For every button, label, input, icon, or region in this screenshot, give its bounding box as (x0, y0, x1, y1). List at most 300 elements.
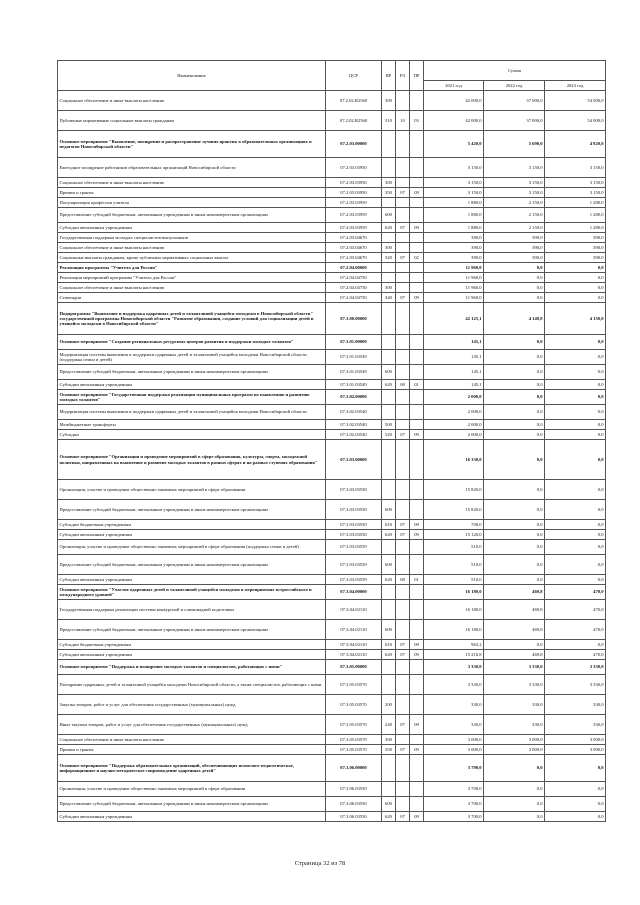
table-row (58, 293, 606, 303)
cell-sum-2022: 0,0 (484, 755, 545, 782)
cell-sum-2022: 0,0 (484, 335, 545, 350)
cell-sum-2023: 470,0 (545, 620, 606, 640)
cell-sum-2021: 11 960,0 (424, 273, 484, 283)
cell-pr (410, 283, 424, 293)
cell-sum-2023: 0,0 (545, 390, 606, 405)
cell-name: Иные закупки товаров, работ и услуг для обеспечения государственных (муниципальных) нужд (58, 715, 326, 735)
cell-pr: 09 (410, 530, 424, 540)
cell-sum-2022: 0,0 (484, 555, 545, 575)
cell-sum-2023: 0,0 (545, 520, 606, 530)
table-row (58, 755, 606, 782)
header-year-2023: 2023 год (545, 81, 606, 91)
cell-rz (396, 350, 410, 365)
cell-sum-2023: 0,0 (545, 797, 606, 812)
cell-sum-2021: 3 150,0 (424, 188, 484, 198)
cell-vr: 350 (382, 745, 396, 755)
cell-sum-2022: 0,0 (484, 420, 545, 430)
cell-pr (410, 695, 424, 715)
cell-rz (396, 755, 410, 782)
cell-sum-2023: 390,0 (545, 253, 606, 263)
cell-sum-2022: 0,0 (484, 480, 545, 500)
cell-sum-2023: 470,0 (545, 650, 606, 660)
cell-sum-2021: 15 120,0 (424, 530, 484, 540)
cell-csr: 07.3.02.03540 (326, 420, 382, 430)
cell-name: Организация, участие и проведение общественно значимых мероприятий в сфере образования (58, 480, 326, 500)
cell-rz: 07 (396, 430, 410, 440)
cell-sum-2023: 3 330,0 (545, 675, 606, 695)
cell-sum-2023: 0,0 (545, 500, 606, 520)
table-row (58, 233, 606, 243)
cell-sum-2021: 5 420,0 (424, 131, 484, 158)
cell-name: Стипендии (58, 293, 326, 303)
cell-name: Предоставление субсидий бюджетным, автономным учреждениям и иным некоммерческим организациям (58, 555, 326, 575)
table-row (58, 520, 606, 530)
table-row (58, 745, 606, 755)
cell-sum-2021: 11 960,0 (424, 283, 484, 293)
cell-name: Организация, участие и проведение общественно значимых мероприятий в сфере образования (58, 782, 326, 797)
cell-sum-2023: 0,0 (545, 575, 606, 585)
table-row (58, 273, 606, 283)
cell-sum-2022: 469,8 (484, 600, 545, 620)
table-row (58, 480, 606, 500)
cell-sum-2021: 390,0 (424, 253, 484, 263)
cell-sum-2021: 3 700,0 (424, 782, 484, 797)
table-row (58, 158, 606, 178)
cell-csr: 07.2.03.03959 (326, 198, 382, 208)
header-csr: ЦСР (326, 61, 382, 91)
cell-csr: 07.2.03.03950 (326, 158, 382, 178)
cell-rz (396, 555, 410, 575)
cell-vr: 600 (382, 797, 396, 812)
cell-rz (396, 500, 410, 520)
cell-name: Предоставление субсидий бюджетным, автономным учреждениям и иным некоммерческим организациям (58, 500, 326, 520)
cell-pr (410, 390, 424, 405)
cell-rz: 08 (396, 575, 410, 585)
table-row (58, 263, 606, 273)
table-row (58, 380, 606, 390)
table-row (58, 365, 606, 380)
header-vr: ВР (382, 61, 396, 91)
cell-rz (396, 273, 410, 283)
cell-sum-2023: 0,0 (545, 755, 606, 782)
table-row (58, 675, 606, 695)
cell-sum-2023: 330,0 (545, 715, 606, 735)
cell-name: Субсидии автономным учреждениям (58, 575, 326, 585)
cell-pr: 03 (410, 111, 424, 131)
cell-pr (410, 158, 424, 178)
cell-sum-2023: 3 150,0 (545, 188, 606, 198)
cell-vr: 600 (382, 500, 396, 520)
cell-rz (396, 440, 410, 480)
cell-name: Субсидии автономным учреждениям (58, 380, 326, 390)
cell-name: Модернизация системы выявления и поддержки одаренных детей и талантливой учащейся молодежи Новосибирской области (поддержка семьи и детей) (58, 350, 326, 365)
table-row (58, 253, 606, 263)
cell-name: Реализация программы "Учитель для России" (58, 263, 326, 273)
cell-sum-2023: 0,0 (545, 782, 606, 797)
cell-vr: 600 (382, 365, 396, 380)
cell-csr: 07.2.04.04750 (326, 283, 382, 293)
cell-vr: 340 (382, 293, 396, 303)
table-row (58, 335, 606, 350)
cell-pr: 09 (410, 188, 424, 198)
cell-sum-2023: 0,0 (545, 263, 606, 273)
cell-rz (396, 91, 410, 111)
cell-name: Субсидии автономным учреждениям (58, 650, 326, 660)
cell-vr: 620 (382, 812, 396, 822)
cell-sum-2022: 0,0 (484, 640, 545, 650)
cell-sum-2023: 0,0 (545, 420, 606, 430)
cell-csr: 07.2.03.03950 (326, 188, 382, 198)
cell-pr (410, 263, 424, 273)
cell-name: Ежегодное поощрение работников образовательных организаций Новосибирской области (58, 158, 326, 178)
cell-sum-2021: 2 000,0 (424, 420, 484, 430)
cell-name: Популяризация профессии учителя (58, 198, 326, 208)
cell-csr: 07.2.03.04670 (326, 243, 382, 253)
cell-name: Субсидии автономным учреждениям (58, 812, 326, 822)
cell-csr: 07.3.04.00000 (326, 585, 382, 600)
cell-csr: 07.3.05.03570 (326, 695, 382, 715)
cell-pr (410, 755, 424, 782)
cell-pr: 09 (410, 520, 424, 530)
cell-sum-2023: 0,0 (545, 430, 606, 440)
cell-sum-2021: 330,0 (424, 715, 484, 735)
cell-csr: 07.3.02.03540 (326, 430, 382, 440)
cell-vr: 300 (382, 283, 396, 293)
cell-csr: 07.3.04.02110 (326, 650, 382, 660)
cell-pr (410, 540, 424, 555)
cell-pr (410, 735, 424, 745)
cell-sum-2022: 390,0 (484, 253, 545, 263)
cell-sum-2023: 0,0 (545, 335, 606, 350)
cell-vr: 240 (382, 715, 396, 735)
cell-pr (410, 233, 424, 243)
cell-rz (396, 405, 410, 420)
cell-pr (410, 797, 424, 812)
table-row (58, 440, 606, 480)
cell-name: Межбюджетные трансферты (58, 420, 326, 430)
cell-vr: 300 (382, 735, 396, 745)
cell-rz (396, 303, 410, 335)
cell-rz (396, 390, 410, 405)
cell-csr: 07.3.05.03570 (326, 735, 382, 745)
cell-pr: 09 (410, 812, 424, 822)
cell-name: Публичные нормативные социальные выплаты гражданам (58, 111, 326, 131)
cell-sum-2022: 0,0 (484, 263, 545, 273)
header-sum: Сумма (424, 61, 606, 81)
cell-sum-2021: 3 700,0 (424, 812, 484, 822)
cell-sum-2022: 0,0 (484, 380, 545, 390)
cell-rz (396, 782, 410, 797)
cell-name: Социальное обеспечение и иные выплаты населению (58, 283, 326, 293)
cell-csr: 07.3.01.03549 (326, 380, 382, 390)
cell-pr (410, 555, 424, 575)
cell-csr: 07.2.03.03959 (326, 223, 382, 233)
cell-sum-2022: 4 149,8 (484, 303, 545, 335)
cell-name: Основное мероприятие "Участие одаренных детей и талантливой учащейся молодежи в мероприятиях всероссийского и международного уровней" (58, 585, 326, 600)
table-row (58, 430, 606, 440)
cell-sum-2023: 0,0 (545, 365, 606, 380)
cell-csr: 07.3.04.02110 (326, 600, 382, 620)
table-row (58, 500, 606, 520)
cell-pr (410, 782, 424, 797)
cell-sum-2022: 37 000,0 (484, 111, 545, 131)
cell-sum-2022: 0,0 (484, 390, 545, 405)
cell-sum-2022: 3 330,0 (484, 660, 545, 675)
cell-vr (382, 350, 396, 365)
cell-name: Основное мероприятие "Создание региональных ресурсных центров развития и поддержки молодых талантов" (58, 335, 326, 350)
cell-sum-2021: 1 880,0 (424, 208, 484, 223)
cell-sum-2022: 37 000,0 (484, 91, 545, 111)
cell-rz: 07 (396, 640, 410, 650)
cell-sum-2023: 1 280,0 (545, 223, 606, 233)
cell-csr: 07.3.01.03549 (326, 350, 382, 365)
cell-rz (396, 335, 410, 350)
cell-sum-2022: 390,0 (484, 243, 545, 253)
cell-pr (410, 273, 424, 283)
cell-sum-2021: 11 960,0 (424, 293, 484, 303)
cell-vr (382, 131, 396, 158)
cell-sum-2022: 0,0 (484, 405, 545, 420)
cell-rz: 08 (396, 380, 410, 390)
table-row (58, 640, 606, 650)
cell-sum-2023: 3 330,0 (545, 660, 606, 675)
table-row (58, 530, 606, 540)
cell-rz (396, 540, 410, 555)
cell-pr (410, 91, 424, 111)
cell-csr: 07.3.04.02110 (326, 640, 382, 650)
cell-sum-2022: 469,8 (484, 650, 545, 660)
cell-pr: 09 (410, 745, 424, 755)
cell-sum-2022: 0,0 (484, 365, 545, 380)
cell-name: Социальное обеспечение и иные выплаты населению (58, 91, 326, 111)
table-row (58, 797, 606, 812)
cell-name: Премии и гранты (58, 745, 326, 755)
table-row (58, 540, 606, 555)
table-row (58, 131, 606, 158)
cell-sum-2021: 145,1 (424, 380, 484, 390)
cell-sum-2023: 3 000,0 (545, 735, 606, 745)
cell-vr (382, 675, 396, 695)
cell-sum-2022: 2 150,0 (484, 223, 545, 233)
cell-sum-2021: 2 000,0 (424, 405, 484, 420)
cell-csr: 07.2.03.04670 (326, 233, 382, 243)
header-name: Наименование (58, 61, 326, 91)
cell-sum-2023: 0,0 (545, 530, 606, 540)
cell-pr (410, 178, 424, 188)
cell-pr (410, 500, 424, 520)
cell-vr: 320 (382, 253, 396, 263)
cell-rz: 07 (396, 812, 410, 822)
cell-csr: 07.3.02.03540 (326, 405, 382, 420)
cell-rz (396, 660, 410, 675)
cell-name: Субсидии (58, 430, 326, 440)
cell-vr: 610 (382, 640, 396, 650)
cell-vr: 620 (382, 650, 396, 660)
cell-csr: 07.3.06.03550 (326, 797, 382, 812)
cell-rz: 07 (396, 293, 410, 303)
cell-pr: 09 (410, 640, 424, 650)
cell-sum-2021: 3 330,0 (424, 675, 484, 695)
cell-sum-2021: 16 330,0 (424, 440, 484, 480)
cell-name: Субсидии автономным учреждениям (58, 223, 326, 233)
cell-vr (382, 585, 396, 600)
cell-pr: 09 (410, 430, 424, 440)
cell-sum-2021: 330,0 (424, 695, 484, 715)
cell-rz: 07 (396, 530, 410, 540)
cell-sum-2022: 2 150,0 (484, 208, 545, 223)
cell-rz (396, 131, 410, 158)
table-row (58, 188, 606, 198)
cell-sum-2023: 3 150,0 (545, 178, 606, 188)
cell-sum-2022: 0,0 (484, 782, 545, 797)
cell-pr: 09 (410, 650, 424, 660)
table-row (58, 600, 606, 620)
cell-sum-2023: 0,0 (545, 273, 606, 283)
table-row (58, 208, 606, 223)
cell-csr: 07.3.01.00000 (326, 335, 382, 350)
cell-name: Предоставление субсидий бюджетным, автономным учреждениям и иным некоммерческим организациям (58, 797, 326, 812)
cell-pr (410, 208, 424, 223)
cell-vr (382, 540, 396, 555)
cell-sum-2021: 1 880,0 (424, 223, 484, 233)
cell-csr: 07.3.00.00000 (326, 303, 382, 335)
cell-name: Реализация мероприятий программы "Учитель для России" (58, 273, 326, 283)
cell-vr (382, 335, 396, 350)
cell-sum-2021: 42 000,0 (424, 111, 484, 131)
cell-name: Государственная поддержка реализации системы конкурсной и олимпиадной подготовки (58, 600, 326, 620)
cell-csr: 07.3.06.03550 (326, 812, 382, 822)
cell-csr: 07.3.06.03550 (326, 782, 382, 797)
table-row (58, 91, 606, 111)
cell-sum-2021: 3 790,0 (424, 755, 484, 782)
table-row (58, 650, 606, 660)
cell-pr (410, 600, 424, 620)
cell-name: Основное мероприятие "Организация и проведение мероприятий в сфере образования, культуры, спорта, молодежной политики, направленных на выявление и развитие молодых талантов в разных сферах и на разных ступенях образования" (58, 440, 326, 480)
table-row (58, 390, 606, 405)
cell-vr (382, 440, 396, 480)
cell-name: Поощрение одаренных детей и талантливой учащейся молодежи Новосибирской области, а также специалистов, работающих с ними (58, 675, 326, 695)
cell-csr: 07.3.03.03550 (326, 520, 382, 530)
cell-sum-2023: 0,0 (545, 440, 606, 480)
header-pr: ПР (410, 61, 424, 91)
cell-sum-2021: 510,0 (424, 540, 484, 555)
cell-sum-2022: 330,0 (484, 695, 545, 715)
cell-csr: 07.3.04.02110 (326, 620, 382, 640)
cell-pr (410, 335, 424, 350)
cell-csr: 07.3.01.03549 (326, 365, 382, 380)
cell-sum-2022: 0,0 (484, 440, 545, 480)
cell-name: Государственная поддержка молодых специалистов-выпускников (58, 233, 326, 243)
cell-name: Предоставление субсидий бюджетным, автономным учреждениям и иным некоммерческим организациям (58, 208, 326, 223)
cell-sum-2023: 0,0 (545, 350, 606, 365)
cell-vr: 600 (382, 620, 396, 640)
cell-sum-2023: 1 280,0 (545, 208, 606, 223)
cell-pr (410, 440, 424, 480)
cell-vr (382, 405, 396, 420)
cell-pr (410, 660, 424, 675)
cell-vr: 310 (382, 111, 396, 131)
cell-sum-2023: 0,0 (545, 640, 606, 650)
cell-sum-2021: 510,0 (424, 555, 484, 575)
cell-name: Социальные выплаты гражданам, кроме публичных нормативных социальных выплат (58, 253, 326, 263)
cell-sum-2021: 3 150,0 (424, 158, 484, 178)
cell-sum-2021: 1 880,0 (424, 198, 484, 208)
cell-sum-2021: 963,2 (424, 640, 484, 650)
cell-vr: 620 (382, 380, 396, 390)
cell-vr: 300 (382, 178, 396, 188)
cell-vr: 200 (382, 695, 396, 715)
cell-name: Модернизация системы выявления и поддержки одаренных детей и талантливой учащейся молодежи Новосибирской области (58, 405, 326, 420)
cell-sum-2023: 0,0 (545, 555, 606, 575)
cell-name: Субсидии бюджетным учреждениям (58, 640, 326, 650)
table-row (58, 111, 606, 131)
cell-rz (396, 735, 410, 745)
cell-vr: 620 (382, 223, 396, 233)
cell-sum-2023: 330,0 (545, 695, 606, 715)
cell-sum-2022: 0,0 (484, 575, 545, 585)
cell-sum-2022: 0,0 (484, 293, 545, 303)
cell-sum-2022: 0,0 (484, 273, 545, 283)
cell-sum-2021: 3 330,0 (424, 660, 484, 675)
cell-sum-2022: 0,0 (484, 430, 545, 440)
cell-sum-2021: 3 000,0 (424, 735, 484, 745)
cell-name: Основное мероприятие "Выявление, поощрение и распространение лучших практик в образовательных организациях и педагогов Новосибирской области" (58, 131, 326, 158)
cell-sum-2021: 16 180,0 (424, 600, 484, 620)
cell-pr (410, 585, 424, 600)
cell-sum-2023: 0,0 (545, 480, 606, 500)
cell-rz: 10 (396, 111, 410, 131)
cell-pr (410, 198, 424, 208)
budget-table (57, 60, 606, 822)
cell-sum-2022: 469,8 (484, 620, 545, 640)
cell-sum-2021: 16 180,0 (424, 620, 484, 640)
table-row (58, 243, 606, 253)
cell-name: Субсидии бюджетным учреждениям (58, 520, 326, 530)
cell-csr: 07.2.02.R2560 (326, 111, 382, 131)
cell-name: Подпрограмма "Выявление и поддержка одаренных детей и талантливой учащейся молодежи в Новосибирской области" государственной программы Новосибирской области "Развитие образования, создание условий для социализации детей и учащейся молодежи в Новосибирской области" (58, 303, 326, 335)
cell-sum-2021: 145,1 (424, 365, 484, 380)
cell-vr (382, 660, 396, 675)
cell-csr: 07.3.06.00000 (326, 755, 382, 782)
cell-sum-2023: 1 280,0 (545, 198, 606, 208)
table-row (58, 405, 606, 420)
cell-csr: 07.3.05.03570 (326, 745, 382, 755)
cell-sum-2022: 0,0 (484, 540, 545, 555)
cell-pr (410, 131, 424, 158)
table-row (58, 223, 606, 233)
cell-csr: 07.2.03.04670 (326, 253, 382, 263)
cell-rz: 07 (396, 223, 410, 233)
cell-vr (382, 158, 396, 178)
cell-pr (410, 243, 424, 253)
cell-sum-2022: 2 150,0 (484, 198, 545, 208)
cell-rz (396, 283, 410, 293)
cell-vr: 610 (382, 520, 396, 530)
cell-pr (410, 420, 424, 430)
cell-vr: 300 (382, 243, 396, 253)
cell-rz (396, 178, 410, 188)
cell-sum-2022: 330,0 (484, 715, 545, 735)
cell-sum-2021: 390,0 (424, 243, 484, 253)
cell-name: Основное мероприятие "Поддержка образовательных организаций, обеспечивающих психолого-педагогическое, информационное и научно-методическое сопровождение одаренных детей" (58, 755, 326, 782)
cell-rz (396, 675, 410, 695)
table-row (58, 812, 606, 822)
cell-sum-2022: 0,0 (484, 530, 545, 540)
cell-sum-2023: 0,0 (545, 540, 606, 555)
cell-pr: 09 (410, 293, 424, 303)
cell-pr (410, 350, 424, 365)
cell-vr (382, 273, 396, 283)
